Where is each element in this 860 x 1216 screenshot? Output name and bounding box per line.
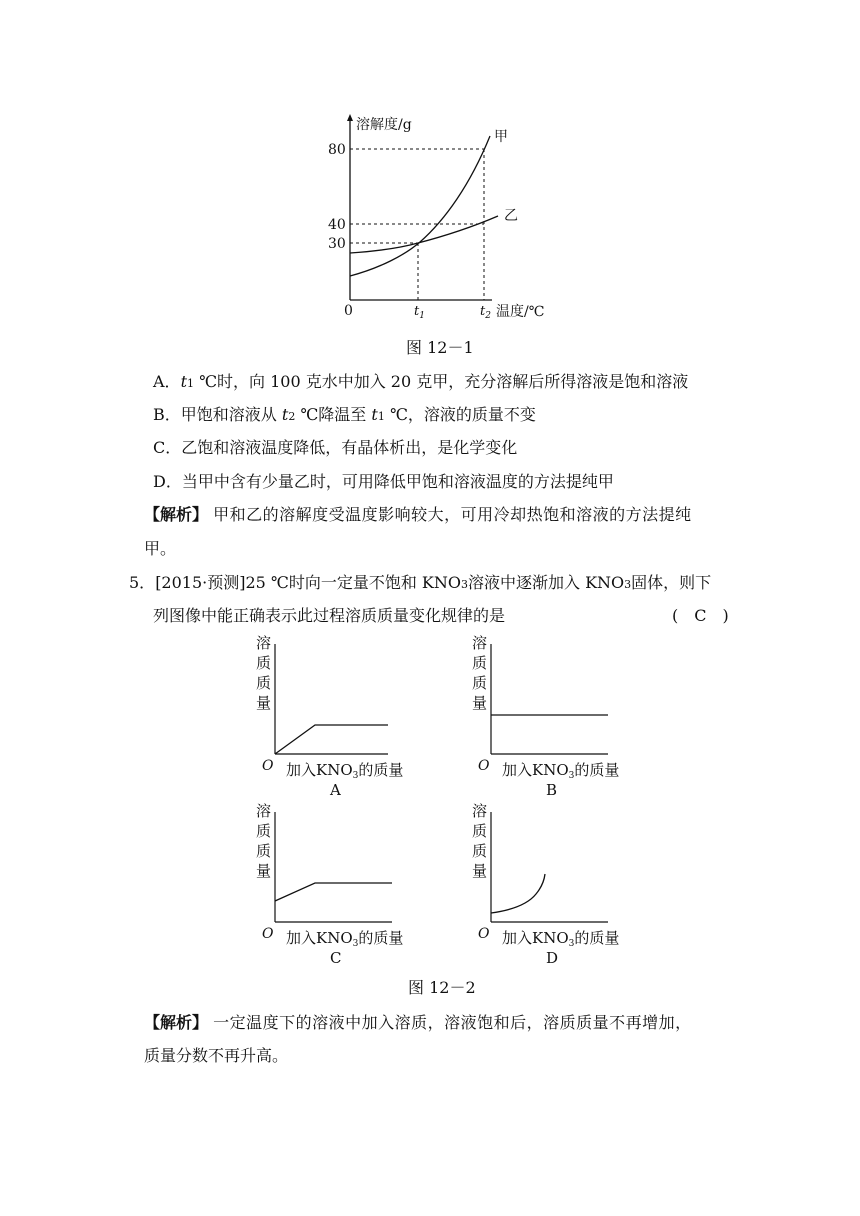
graph-label: D xyxy=(546,949,559,967)
option-a: A．t1 ℃时，向 100 克水中加入 20 克甲，充分溶解后所得溶液是饱和溶液 xyxy=(153,372,689,391)
y-label-char: 质 xyxy=(472,654,488,672)
graph-d xyxy=(468,800,638,970)
answer-c: ( C ) xyxy=(672,606,729,625)
q5-text-mid: 溶液中逐渐加入 KNO xyxy=(467,573,625,592)
option-b: B．甲饱和溶液从 t2 ℃降温至 t1 ℃，溶液的质量不变 xyxy=(153,405,536,424)
t1-symbol: t xyxy=(180,372,187,391)
x-axis-label: 加入$KNO_3$的质量 xyxy=(502,761,620,781)
option-letter: B． xyxy=(153,405,181,424)
graph-label: B xyxy=(546,781,558,799)
y-label-char: 质 xyxy=(256,674,272,692)
y-label-char: 质 xyxy=(472,842,488,860)
y-axis-label: 溶解度/g xyxy=(356,117,412,133)
y-label-char: 质 xyxy=(256,842,272,860)
graph-line xyxy=(275,883,392,901)
option-c xyxy=(153,438,517,458)
y-label-char: 溶 xyxy=(256,802,272,820)
y-label-char: 质 xyxy=(256,822,272,840)
x-axis-label: 加入$KNO_3$的质量 xyxy=(502,929,620,949)
analysis-text: 甲和乙的溶解度受温度影响较大，可用冷却热饱和溶液的方法提纯 xyxy=(213,505,692,524)
y-label-char: 量 xyxy=(256,694,272,712)
graph-line xyxy=(491,874,545,913)
graph-c xyxy=(252,800,422,970)
option-text-mid: ℃降温至 xyxy=(300,405,367,424)
t2-symbol: t xyxy=(281,405,289,424)
analysis-4 xyxy=(144,505,692,525)
tick-80: 80 xyxy=(328,142,346,158)
tick-40: 40 xyxy=(328,217,346,233)
y-label-char: 量 xyxy=(472,694,488,712)
analysis-4-line2: 甲。 xyxy=(144,539,177,558)
subscript-3: 3 xyxy=(460,578,468,591)
option-letter: A． xyxy=(153,372,181,391)
question-5-line1 xyxy=(129,573,711,595)
x-axis-label: 加入$KNO_3$的质量 xyxy=(286,929,404,949)
analysis-5 xyxy=(144,1013,692,1033)
x-axis-label: 加入$KNO_3$的质量 xyxy=(286,761,404,781)
label-yi: 乙 xyxy=(504,208,518,224)
option-text-post: ℃，溶液的质量不变 xyxy=(389,405,536,424)
y-axis-arrow xyxy=(347,114,353,121)
tick-t2: $t_2$ xyxy=(480,304,491,321)
y-label-char: 质 xyxy=(472,674,488,692)
origin-label: O xyxy=(262,758,274,774)
option-text: ℃时，向 100 克水中加入 20 克甲，充分溶解后所得溶液是饱和溶液 xyxy=(199,372,689,391)
tick-t1: $t_1$ xyxy=(414,304,425,321)
q5-text-pre: [2015·预测]25 ℃时向一定量不饱和 KNO xyxy=(155,573,461,592)
option-letter: D． xyxy=(153,472,182,491)
y-label-char: 量 xyxy=(472,862,488,880)
graph-label: A xyxy=(330,781,341,799)
question-5-line2: 列图像中能正确表示此过程溶质质量变化规律的是 xyxy=(153,606,506,625)
graph-b xyxy=(468,632,638,802)
y-label-char: 溶 xyxy=(472,634,488,652)
t1-symbol: t xyxy=(371,405,378,424)
y-label-char: 溶 xyxy=(256,634,272,652)
origin-label: O xyxy=(262,926,274,942)
y-label-char: 量 xyxy=(256,862,272,880)
curve-jia xyxy=(350,136,490,276)
graph-line xyxy=(275,725,388,754)
option-text: 当甲中含有少量乙时，可用降低甲饱和溶液温度的方法提纯甲 xyxy=(181,472,614,491)
origin-label: O xyxy=(478,926,490,942)
subscript-3: 3 xyxy=(624,578,632,591)
origin-label: O xyxy=(478,758,490,774)
tick-30: 30 xyxy=(328,236,346,252)
x-axis-label: 温度/℃ xyxy=(496,304,545,320)
figure-12-2-caption: 图 12－2 xyxy=(408,978,476,997)
label-jia: 甲 xyxy=(494,129,508,145)
option-text-pre: 甲饱和溶液从 xyxy=(180,405,277,424)
graph-a xyxy=(252,632,422,802)
question-number: 5． xyxy=(129,573,156,592)
option-letter: C． xyxy=(153,438,182,457)
analysis-text: 一定温度下的溶液中加入溶质，溶液饱和后，溶质质量不再增加， xyxy=(213,1013,692,1032)
y-label-char: 质 xyxy=(256,654,272,672)
curve-yi xyxy=(350,216,498,253)
y-label-char: 质 xyxy=(472,822,488,840)
q5-text-post: 固体，则下 xyxy=(631,573,712,592)
analysis-label: 【解析】 xyxy=(144,505,209,524)
analysis-label: 【解析】 xyxy=(144,1013,209,1032)
solubility-chart xyxy=(320,110,570,325)
figure-12-1-caption: 图 12－1 xyxy=(406,338,474,357)
option-d xyxy=(153,472,614,492)
analysis-5-line2: 质量分数不再升高。 xyxy=(144,1046,289,1065)
y-label-char: 溶 xyxy=(472,802,488,820)
graph-label: C xyxy=(330,949,342,967)
origin-label: 0 xyxy=(344,303,353,319)
option-text: 乙饱和溶液温度降低，有晶体析出，是化学变化 xyxy=(181,438,518,457)
